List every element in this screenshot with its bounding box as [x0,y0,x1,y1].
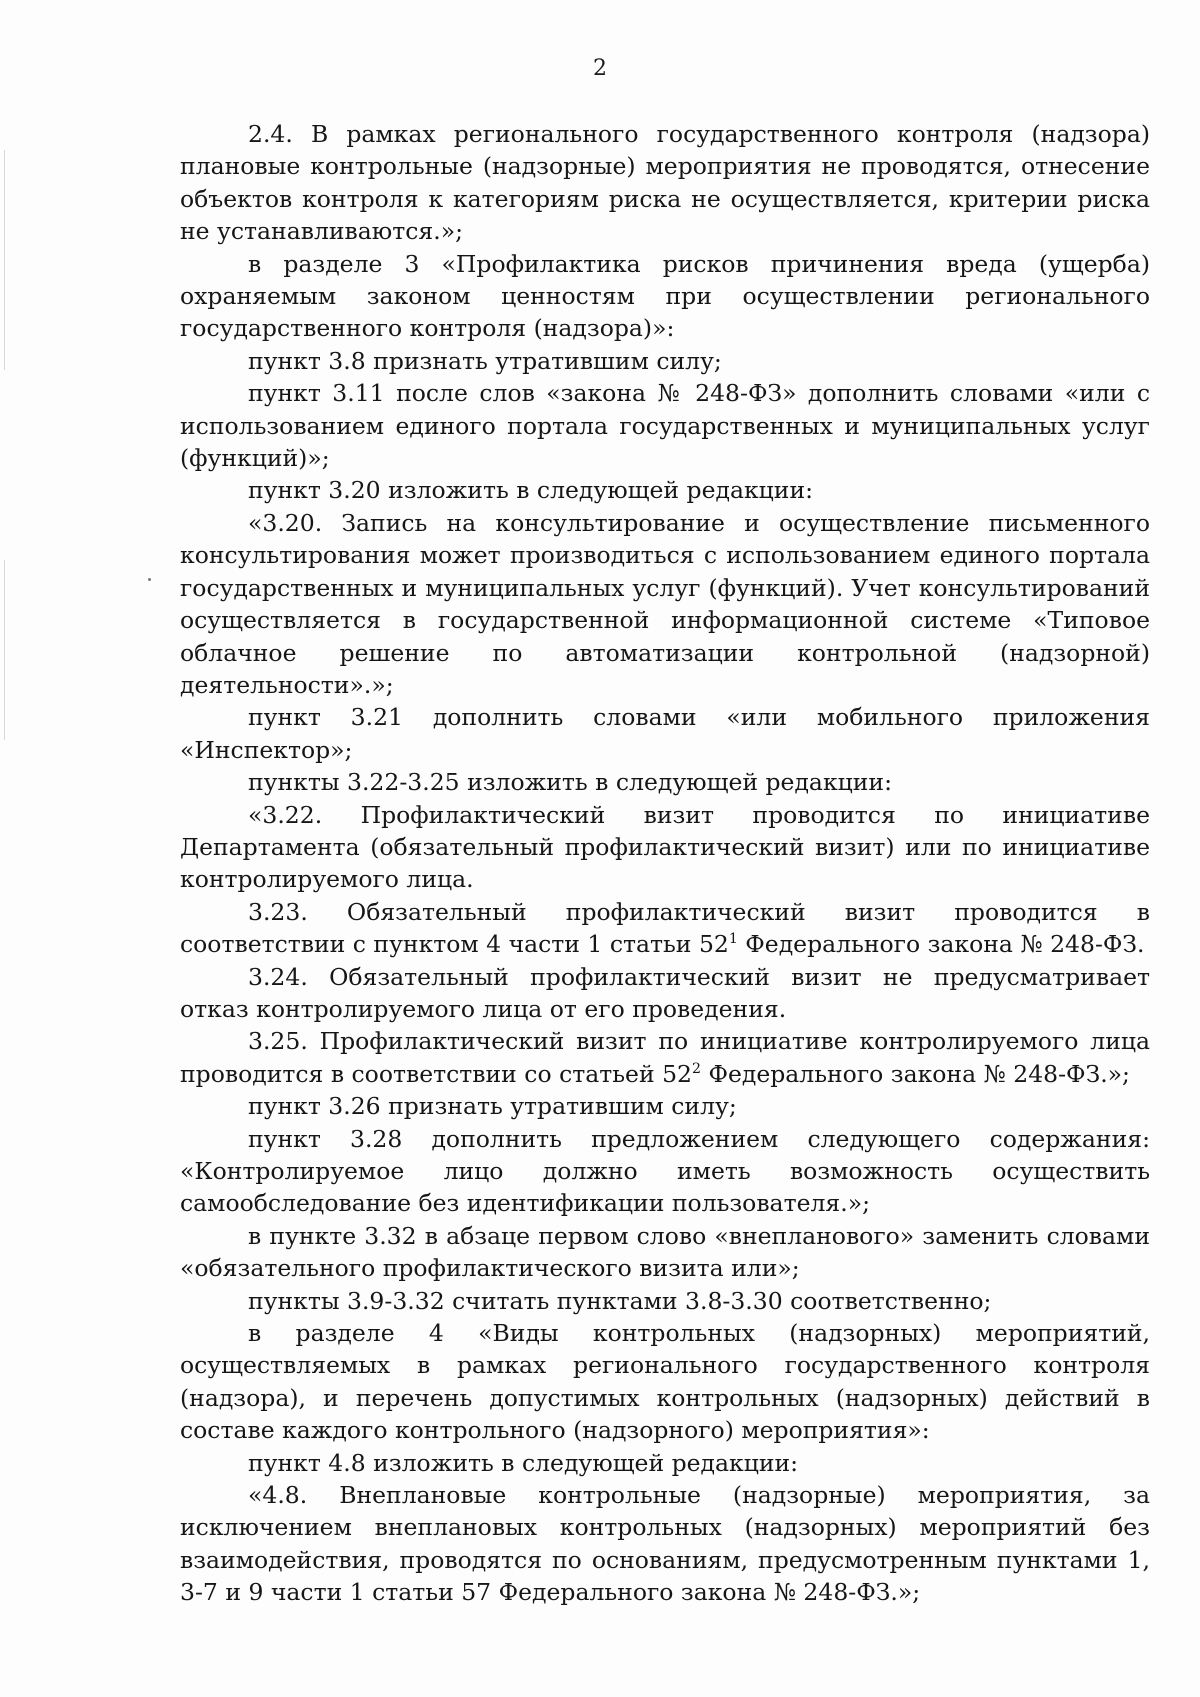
paragraph-text: Федерального закона № 248-ФЗ.»; [700,1059,1130,1088]
paragraph: пункт 3.21 дополнить словами «или мобильного приложения «Инспектор»; [180,703,1150,764]
paragraph: пункт 3.11 после слов «закона № 248-ФЗ» дополнить словами «или с использованием единого портала государственных и муниципальных услуг (функций)»; [180,379,1150,473]
paragraph: «3.20. Запись на консультирование и осуществление письменного консультирования может производиться с использованием единого портала государственных и муниципальных услуг (функций). Учет консультирований осуществляется в государственной информационной системе «Типовое облачное решение по автоматизации контрольной (надзорной) деятельности».»; [180,508,1150,699]
paragraph: пункт 3.8 признать утратившим силу; [248,346,722,375]
paragraph: пункты 3.9-3.32 считать пунктами 3.8-3.30 соответственно; [248,1286,992,1315]
paragraph: в разделе 4 «Виды контрольных (надзорных) мероприятий, осуществляемых в рамках регионального государственного контроля (надзора), и перечень допустимых контрольных (надзорных) действий в составе каждого контрольного (надзорного) мероприятия»: [180,1319,1150,1445]
paragraph: пункт 3.28 дополнить предложением следующего содержания: «Контролируемое лицо должно иметь возможность осуществить самообследование без идентификации пользователя.»; [180,1124,1150,1218]
scan-edge-mark [4,560,5,740]
paragraph [180,896,1150,961]
paragraph-text: 3.23. Обязательный профилактический визит проводится в соответствии с пунктом 4 части 1 статьи 52 [180,897,1150,959]
superscript: 2 [692,1060,701,1077]
paragraph: «3.22. Профилактический визит проводится по инициативе Департамента (обязательный профилактический визит) или по инициативе контролируемого лица. [180,800,1150,894]
paragraph: «4.8. Внеплановые контрольные (надзорные) мероприятия, за исключением внеплановых контрольных (надзорных) мероприятий без взаимодействия, проводятся по основаниям, предусмотренным пунктами 1, 3-7 и 9 части 1 статьи 57 Федерального закона № 248-ФЗ.»; [180,1481,1150,1607]
page-number: 2 [593,56,607,81]
document-body [180,118,1150,1609]
paragraph-text: Федерального закона № 248-ФЗ. [737,930,1145,959]
paragraph: в разделе 3 «Профилактика рисков причинения вреда (ущерба) охраняемым законом ценностям при осуществлении регионального государственного контроля (надзора)»: [180,249,1150,343]
paragraph: пункт 4.8 изложить в следующей редакции: [248,1448,799,1477]
paragraph: пункты 3.22-3.25 изложить в следующей редакции: [248,768,892,797]
superscript: 1 [728,931,738,948]
paragraph: в пункте 3.32 в абзаце первом слово «внепланового» заменить словами «обязательного профилактического визита или»; [180,1221,1150,1283]
paragraph: пункт 3.26 признать утратившим силу; [248,1092,737,1121]
paragraph [180,1025,1150,1090]
scan-dot [148,578,151,581]
paragraph: 3.24. Обязательный профилактический визит не предусматривает отказ контролируемого лица от его проведения. [180,962,1150,1023]
scan-edge-mark [4,150,5,370]
paragraph-text: 3.25. Профилактический визит по инициативе контролируемого лица проводится в соответствии со статьей 52 [180,1027,1150,1088]
paragraph: пункт 3.20 изложить в следующей редакции: [248,476,814,505]
paragraph: 2.4. В рамках регионального государственного контроля (надзора) плановые контрольные (надзорные) мероприятия не проводятся, отнесение объектов контроля к категориям риска не осуществляется, критерии риска не устанавливаются.»; [180,120,1150,246]
